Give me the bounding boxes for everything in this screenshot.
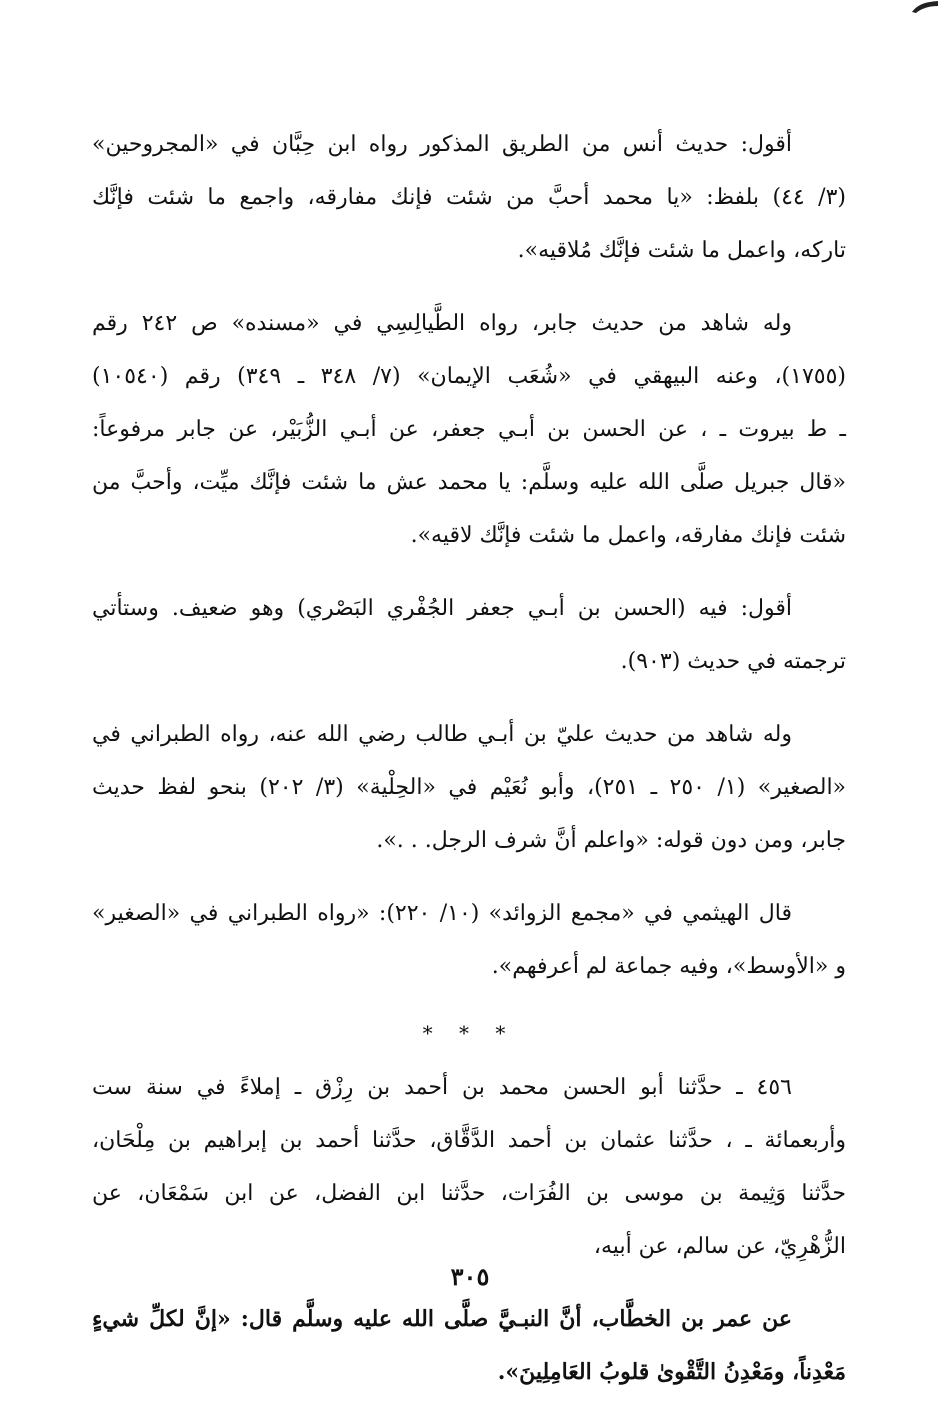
text-line: وله شاهد من حديث عليّ بن أبـي طالب رضي الله عنه، رواه الطبراني في [92, 722, 792, 747]
text-line: شئت فإنك مفارقه، واعمل ما شئت فإنَّك لاقيه». [410, 523, 846, 548]
page-number: ٣٠٥ [450, 1262, 490, 1291]
text-line: ترجمته في حديث (٩٠٣). [620, 649, 846, 674]
section-separator: * * * [422, 1021, 516, 1045]
text-line: عن عمر بن الخطَّاب، أنَّ النبـيَّ صلَّى الله عليه وسلَّم قال: «إنَّ لكلِّ شيءٍ [92, 1306, 792, 1332]
text-line: أقول: حديث أنس من الطريق المذكور رواه ابن حِبَّان في «المجروحين» [92, 132, 792, 157]
text-line: و «الأوسط»، وفيه جماعة لم أعرفهم». [491, 954, 846, 979]
text-line: ـ ط بيروت ـ ، عن الحسن بن أبـي جعفر، عن أبـي الزُّبَيْر، عن جابر مرفوعاً: [92, 417, 846, 442]
text-line: الزُّهْرِيّ، عن سالم، عن أبيه، [593, 1234, 846, 1259]
paragraph-haythami-quote [92, 887, 846, 993]
text-line: (٣/ ٤٤) بلفظ: «يا محمد أحبَّ من شئت فإنك مفارقه، واجمع ما شئت فإنَّك [92, 185, 846, 210]
text-line: تاركه، واعمل ما شئت فإنَّك مُلاقيه». [517, 238, 846, 263]
text-line: وله شاهد من حديث جابر، رواه الطَّيالِسِي في «مسنده» ص ٢٤٢ رقم [92, 311, 792, 336]
text-line: حدَّثنا وَثِيمة بن موسى بن الفُرَات، حدَّثنا ابن الفضل، عن ابن سَمْعَان، عن [92, 1181, 846, 1206]
text-line: وأربعمائة ـ ، حدَّثنا عثمان بن أحمد الدَّقَّاق، حدَّثنا أحمد بن إبراهيم بن مِلْحَان، [92, 1128, 846, 1153]
text-line: ٤٥٦ ـ حدَّثنا أبو الحسن محمد بن أحمد بن رِزْق ـ إملاءً في سنة ست [92, 1075, 792, 1100]
scan-corner-mark [910, 0, 940, 14]
paragraph-anas-hadith-note [92, 118, 846, 277]
paragraph-hasan-weakness [92, 582, 846, 688]
hadith-matn [92, 1293, 846, 1399]
paragraph-ali-witness [92, 708, 846, 867]
text-line: قال الهيثمي في «مجمع الزوائد» (١٠/ ٢٢٠): «رواه الطبراني في «الصغير» [92, 901, 793, 926]
text-line: أقول: فيه (الحسن بن أبـي جعفر الجُفْري البَصْري) وهو ضعيف. وستأتي [92, 596, 792, 621]
text-line: «قال جبريل صلَّى الله عليه وسلَّم: يا محمد عش ما شئت فإنَّك ميِّت، وأحبَّ من [92, 470, 846, 495]
text-line: جابر، ومن دون قوله: «واعلم أنَّ شرف الرجل. . .». [376, 828, 846, 853]
page-body [92, 118, 846, 1419]
hadith-isnad [92, 1061, 846, 1273]
text-line: «الصغير» (١/ ٢٥٠ ـ ٢٥١)، وأبو نُعَيْم في «الحِلْية» (٣/ ٢٠٢) بنحو لفظ حديث [92, 775, 847, 800]
paragraph-jabir-witness [92, 297, 846, 562]
text-line: (١٧٥٥)، وعنه البيهقي في «شُعَب الإيمان» (٧/ ٣٤٨ ـ ٣٤٩) رقم (١٠٥٤٠) [92, 364, 846, 389]
text-line: مَعْدِناً، ومَعْدِنُ التَّقْوىٰ قلوبُ العَامِلِينَ». [497, 1359, 846, 1385]
